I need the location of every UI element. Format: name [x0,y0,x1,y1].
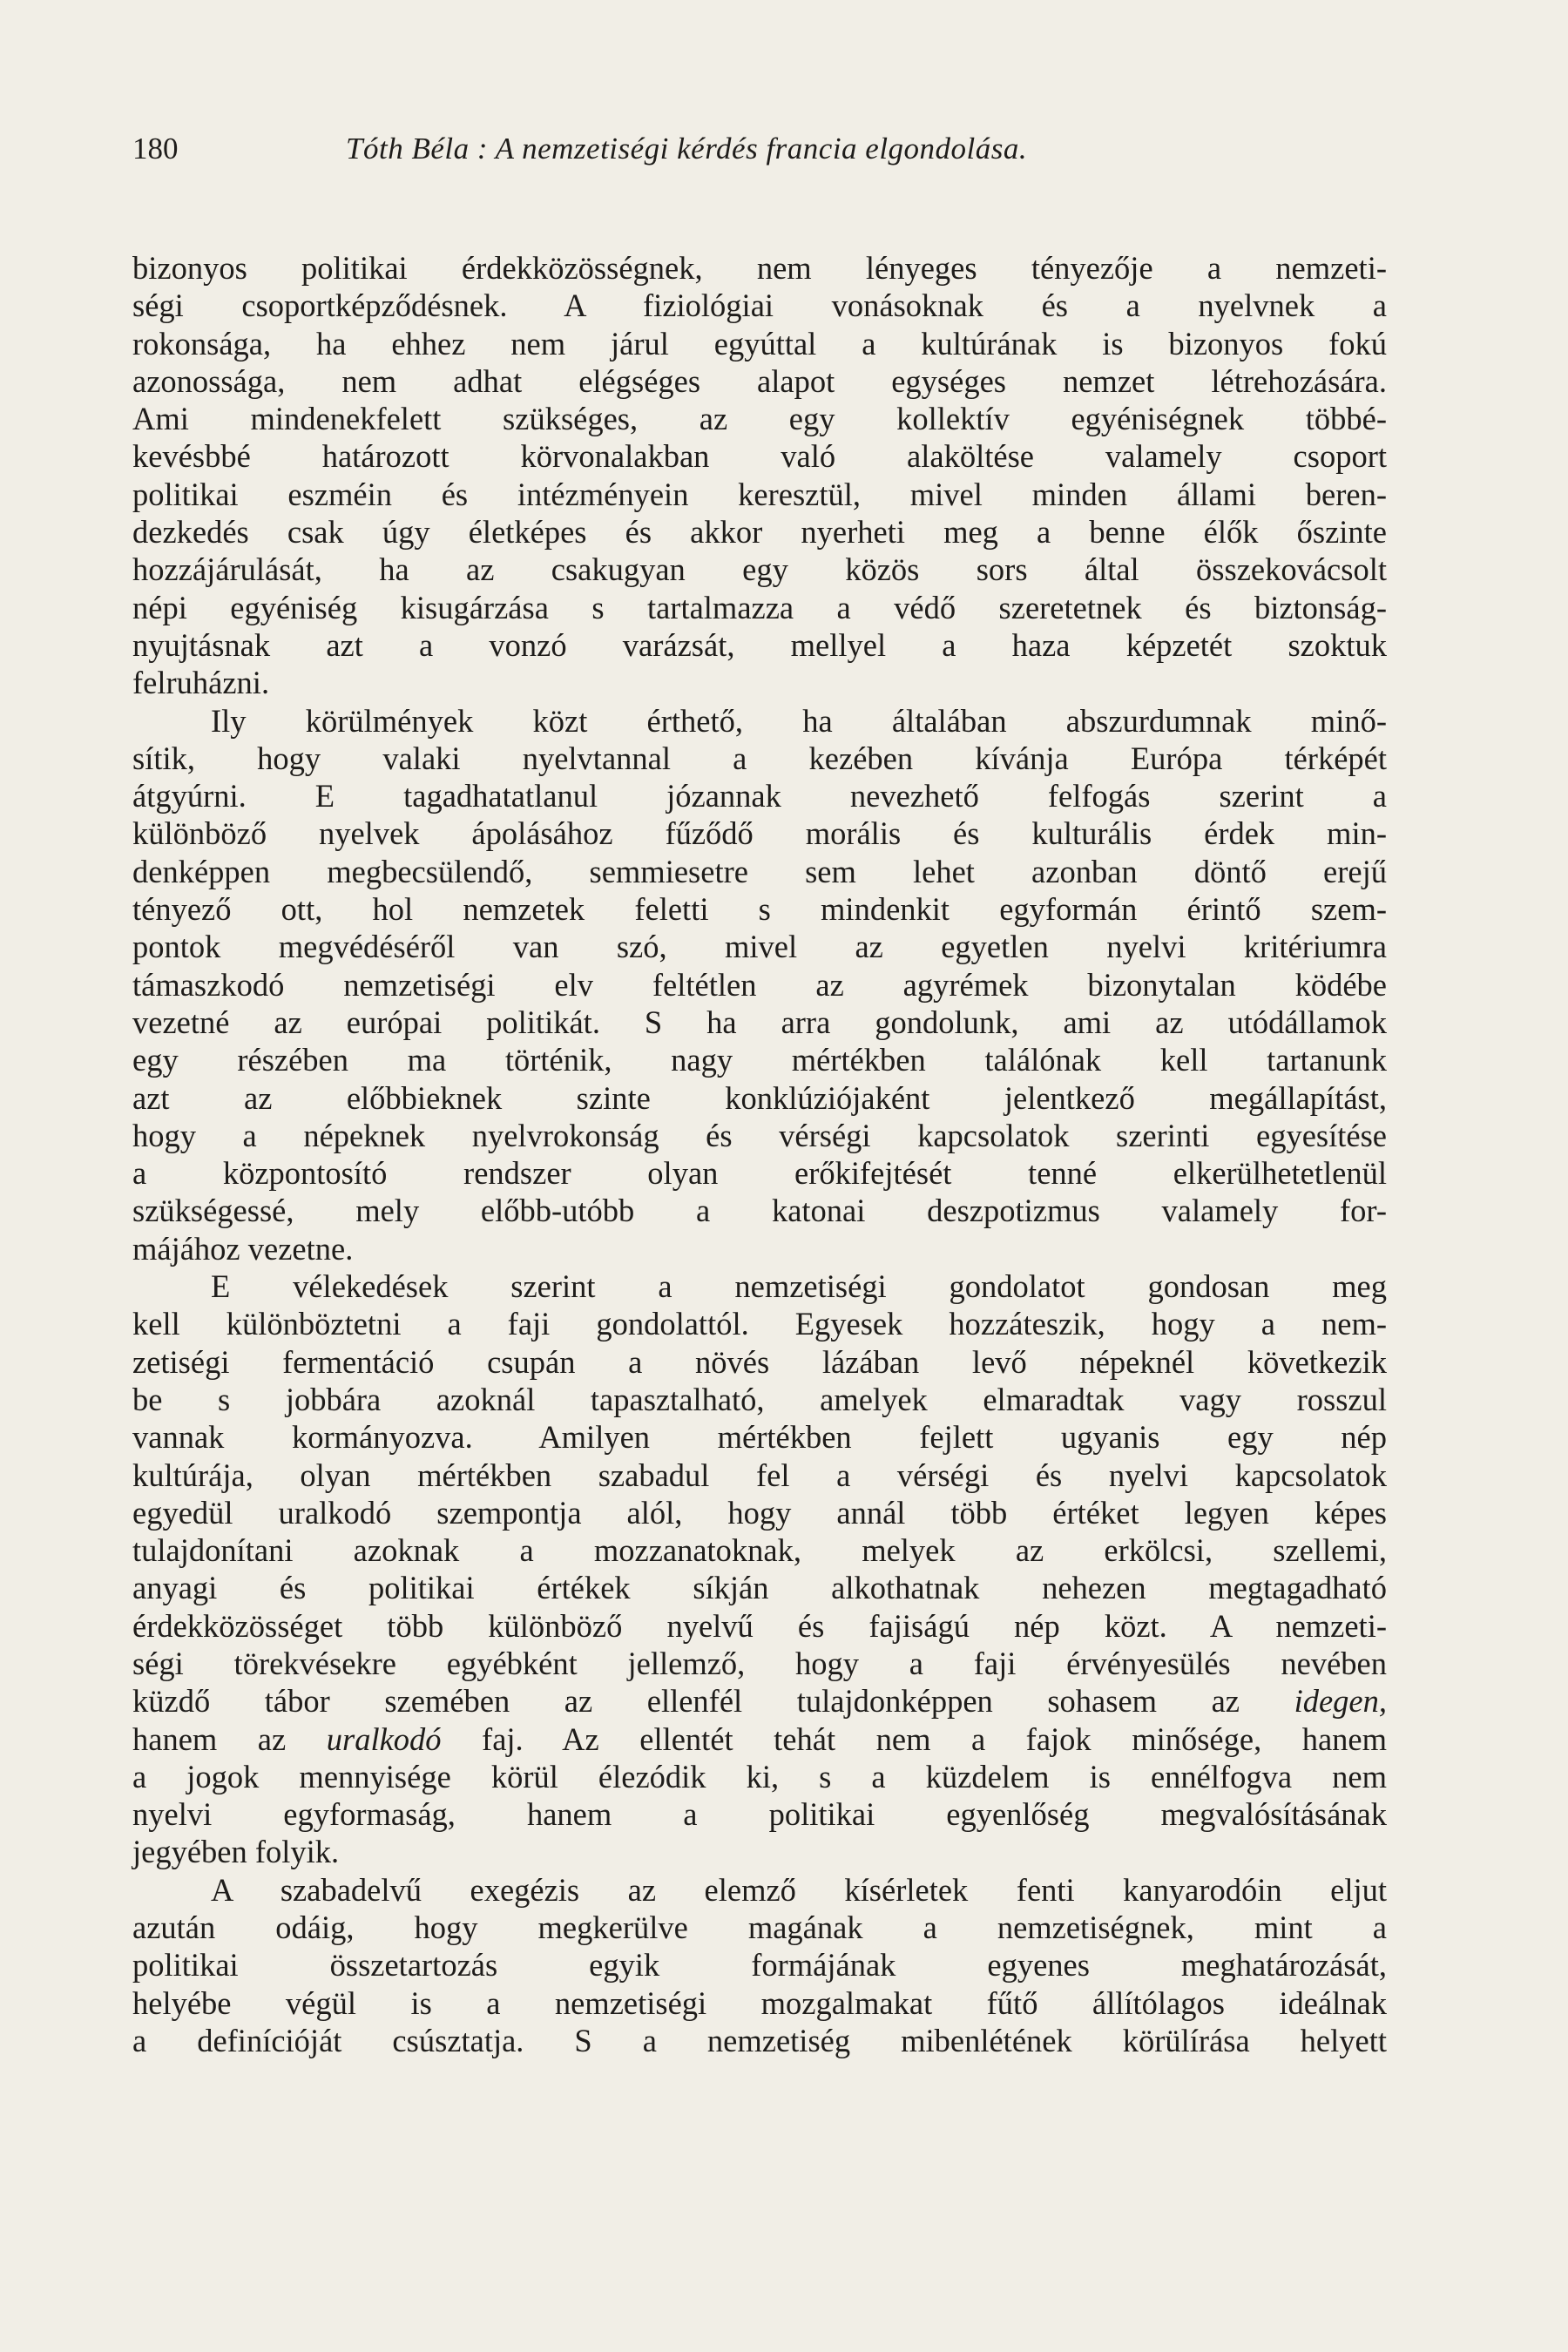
text-line: kevésbbé határozott körvonalakban való alaköltése valamely csoport [132,438,1387,475]
body-text [132,249,1387,2059]
text-line: helyébe végül is a nemzetiségi mozgalmakat fűtő állítólagos ideálnak [132,1984,1387,2021]
text-line: májához vezetne. [132,1230,354,1267]
paragraph-first-line: A szabadelvű exegézis az elemző kísérletek fenti kanyarodóin eljut [211,1871,1387,1908]
text-line: Ami mindenekfelett szükséges, az egy kollektív egyéniségnek többé- [132,401,1387,437]
text-line: hanem az uralkodó faj. Az ellentét tehát nem a fajok minősége, hanem [132,1720,1388,1757]
italic-word: idegen, [1294,1683,1387,1720]
text-line: azonossága, nem adhat elégséges alapot egységes nemzet létrehozására. [132,362,1387,399]
text-line: tulajdonítani azoknak a mozzanatoknak, melyek az erkölcsi, szellemi, [132,1532,1387,1569]
italic-word: uralkodó [326,1720,442,1757]
text-line: a központosító rendszer olyan erőkifejtését tenné elkerülhetetlenül [132,1155,1387,1192]
text-line: hogy a népeknek nyelvrokonság és vérségi kapcsolatok szerinti egyesítése [132,1117,1387,1153]
text-line: vezetné az európai politikát. S ha arra gondolunk, ami az utódállamok [132,1004,1387,1040]
text-line: felruházni. [132,665,270,701]
text-line: különböző nyelvek ápolásához fűződő morális és kulturális érdek min- [132,815,1387,852]
text-line: egyedül uralkodó szempontja alól, hogy annál több értéket legyen képes [132,1494,1387,1531]
text-line: anyagi és politikai értékek síkján alkothatnak nehezen megtagadható [132,1570,1387,1606]
text-line: tényező ott, hol nemzetek feletti s mindenkit egyformán érintő szem- [132,891,1387,928]
text-line: érdekközösséget több különböző nyelvű és fajiságú nép közt. A nemzeti- [132,1607,1387,1644]
text-line: pontok megvédéséről van szó, mivel az egyetlen nyelvi kritériumra [132,929,1387,965]
text-line: nyelvi egyformaság, hanem a politikai egyenlőség megvalósításának [132,1796,1387,1833]
text-line: rokonsága, ha ehhez nem járul egyúttal a kultúrának is bizonyos fokú [132,325,1387,362]
page-header [132,127,1396,171]
text-line: nyujtásnak azt a vonzó varázsát, mellyel a haza képzetét szoktuk [132,626,1387,663]
text-line: ségi törekvésekre egyébként jellemző, hogy a faji érvényesülés nevében [132,1645,1387,1681]
running-title: Tóth Béla : A nemzetiségi kérdés francia elgondolása. [346,132,1028,166]
text-line: küzdő tábor szemében az ellenfél tulajdonképpen sohasem az idegen, [132,1683,1387,1720]
text-line: hozzájárulását, ha az csakugyan egy közös sors által összekovácsolt [132,551,1387,588]
text-line: kultúrája, olyan mértékben szabadul fel a vérségi és nyelvi kapcsolatok [132,1456,1387,1493]
text-line: denképpen megbecsülendő, semmiesetre sem lehet azonban döntő erejű [132,853,1387,889]
text-line: kell különböztetni a faji gondolattól. Egyesek hozzáteszik, hogy a nem- [132,1306,1387,1342]
paragraph-first-line: E vélekedések szerint a nemzetiségi gondolatot gondosan meg [211,1268,1387,1305]
text-line: dezkedés csak úgy életképes és akkor nyerheti meg a benne élők őszinte [132,514,1387,551]
paragraph-first-line: Ily körülmények közt érthető, ha általában abszurdumnak minő- [211,702,1387,739]
text-line: sítik, hogy valaki nyelvtannal a kezében kívánja Európa térképét [132,740,1387,776]
text-line: ségi csoportképződésnek. A fiziológiai vonásoknak és a nyelvnek a [132,287,1387,324]
text-line: azután odáig, hogy megkerülve magának a nemzetiségnek, mint a [132,1909,1387,1946]
text-line: egy részében ma történik, nagy mértékben találónak kell tartanunk [132,1042,1387,1078]
text-line: jegyében folyik. [132,1834,340,1870]
text-line: támaszkodó nemzetiségi elv feltétlen az agyrémek bizonytalan ködébe [132,966,1387,1003]
text-line: népi egyéniség kisugárzása s tartalmazza a védő szeretetnek és biztonság- [132,589,1387,625]
page-number: 180 [132,132,179,166]
text-line: a jogok mennyisége körül élezódik ki, s a küzdelem is ennélfogva nem [132,1758,1387,1794]
text-line: zetiségi fermentáció csupán a növés lázában levő népeknél következik [132,1343,1387,1380]
text-line: vannak kormányozva. Amilyen mértékben fejlett ugyanis egy nép [132,1419,1387,1456]
text-line: a definícióját csúsztatja. S a nemzetiség mibenlétének körülírása helyett [132,2022,1387,2058]
text-line: politikai eszméin és intézményein keresztül, mivel minden állami beren- [132,476,1387,512]
text-line: bizonyos politikai érdekközösségnek, nem lényeges tényezője a nemzeti- [132,250,1387,286]
text-line: szükségessé, mely előbb-utóbb a katonai deszpotizmus valamely for- [132,1193,1387,1229]
text-line: be s jobbára azoknál tapasztalható, amelyek elmaradtak vagy rosszul [132,1381,1387,1417]
text-line: azt az előbbieknek szinte konklúziójaként jelentkező megállapítást, [132,1079,1387,1116]
text-line: politikai összetartozás egyik formájának egyenes meghatározását, [132,1947,1387,1984]
text-line: átgyúrni. E tagadhatatlanul józannak nevezhető felfogás szerint a [132,778,1387,814]
